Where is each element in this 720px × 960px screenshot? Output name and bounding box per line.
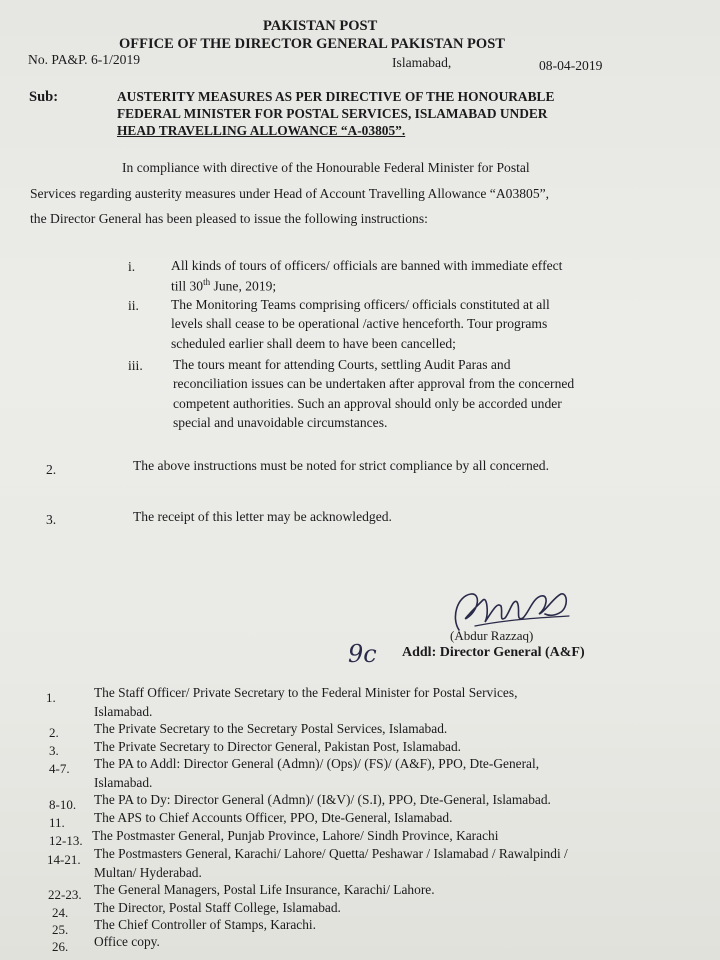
office-title: OFFICE OF THE DIRECTOR GENERAL PAKISTAN POST — [119, 36, 505, 52]
reference-number: No. PA&P. 6-1/2019 — [28, 52, 141, 67]
instruction-number: i. — [128, 259, 136, 274]
distribution-line: Multan/ Hyderabad. — [94, 865, 202, 880]
intro-line: In compliance with directive of the Honourable Federal Minister for Postal — [122, 160, 530, 175]
instruction-line: competent authorities. Such an approval should only be accorded under — [173, 396, 562, 411]
distribution-line: Islamabad. — [94, 775, 153, 790]
distribution-number: 12-13. — [49, 833, 83, 848]
instruction-text: till 30 — [171, 278, 204, 294]
city: Islamabad, — [392, 55, 452, 70]
subject-line: AUSTERITY MEASURES AS PER DIRECTIVE OF THE HONOURABLE — [117, 89, 555, 104]
distribution-line: Islamabad. — [94, 704, 153, 719]
intro-line: Services regarding austerity measures under Head of Account Travelling Allowance “A03805”, — [30, 186, 550, 201]
distribution-number: 11. — [49, 815, 65, 830]
instruction-line — [171, 277, 276, 295]
distribution-number: 2. — [49, 725, 59, 740]
instruction-number: iii. — [128, 358, 143, 373]
distribution-number: 3. — [49, 743, 59, 758]
distribution-line: The Private Secretary to Director General, Pakistan Post, Islamabad. — [94, 739, 462, 754]
distribution-line: The PA to Addl: Director General (Admn)/ (Ops)/ (FS)/ (A&F), PPO, Dte-General, — [94, 756, 540, 771]
handwritten-initial: 9c — [348, 640, 377, 668]
instruction-line: All kinds of tours of officers/ officials are banned with immediate effect — [171, 258, 563, 273]
subject-label: Sub: — [29, 89, 59, 105]
paragraph-text: The receipt of this letter may be acknowledged. — [133, 509, 392, 524]
instruction-line: levels shall cease to be operational /active henceforth. Tour programs — [171, 316, 548, 331]
instruction-line: reconciliation issues can be undertaken after approval from the concerned — [173, 376, 575, 391]
distribution-line: The APS to Chief Accounts Officer, PPO, Dte-General, Islamabad. — [94, 810, 453, 825]
distribution-line: The PA to Dy: Director General (Admn)/ (I&V)/ (S.I), PPO, Dte-General, Islamabad. — [94, 792, 551, 807]
distribution-line: The Director, Postal Staff College, Islamabad. — [94, 900, 341, 915]
instruction-line: The tours meant for attending Courts, settling Audit Paras and — [173, 357, 511, 372]
paragraph-text: The above instructions must be noted for strict compliance by all concerned. — [133, 458, 549, 473]
subject-line: FEDERAL MINISTER FOR POSTAL SERVICES, ISLAMABAD UNDER — [117, 106, 548, 121]
distribution-number: 24. — [52, 905, 69, 920]
instruction-line: The Monitoring Teams comprising officers/ officials constituted at all — [171, 297, 550, 312]
org-title: PAKISTAN POST — [263, 18, 378, 34]
distribution-number: 14-21. — [47, 852, 81, 867]
letter-date: 08-04-2019 — [539, 58, 603, 73]
distribution-number: 26. — [52, 939, 69, 954]
distribution-number: 8-10. — [49, 797, 77, 812]
instruction-text: June, 2019; — [213, 278, 277, 294]
distribution-line: The Private Secretary to the Secretary Postal Services, Islamabad. — [94, 721, 448, 736]
signatory-designation: Addl: Director General (A&F) — [402, 645, 585, 660]
subject-line: HEAD TRAVELLING ALLOWANCE “A-03805”. — [117, 123, 406, 138]
paragraph-number: 2. — [46, 462, 57, 477]
distribution-line: The Chief Controller of Stamps, Karachi. — [94, 917, 317, 932]
paragraph-number: 3. — [46, 512, 57, 527]
distribution-number: 1. — [46, 690, 56, 705]
distribution-line: The Postmaster General, Punjab Province, Lahore/ Sindh Province, Karachi — [92, 828, 499, 843]
distribution-number: 25. — [52, 922, 69, 937]
intro-line: the Director General has been pleased to issue the following instructions: — [30, 211, 428, 226]
instruction-line: special and unavoidable circumstances. — [173, 415, 388, 430]
ordinal-suffix: th — [203, 277, 211, 287]
signatory-name: (Abdur Razzaq) — [450, 628, 534, 643]
instruction-number: ii. — [128, 298, 139, 313]
distribution-line: The General Managers, Postal Life Insurance, Karachi/ Lahore. — [94, 882, 435, 897]
distribution-number: 4-7. — [49, 761, 70, 776]
distribution-line: The Postmasters General, Karachi/ Lahore/ Quetta/ Peshawar / Islamabad / Rawalpindi / — [94, 846, 568, 861]
instruction-line: scheduled earlier shall deem to have been cancelled; — [171, 336, 456, 351]
distribution-line: Office copy. — [94, 934, 160, 949]
distribution-line: The Staff Officer/ Private Secretary to the Federal Minister for Postal Services, — [94, 685, 518, 700]
distribution-number: 22-23. — [48, 887, 82, 902]
